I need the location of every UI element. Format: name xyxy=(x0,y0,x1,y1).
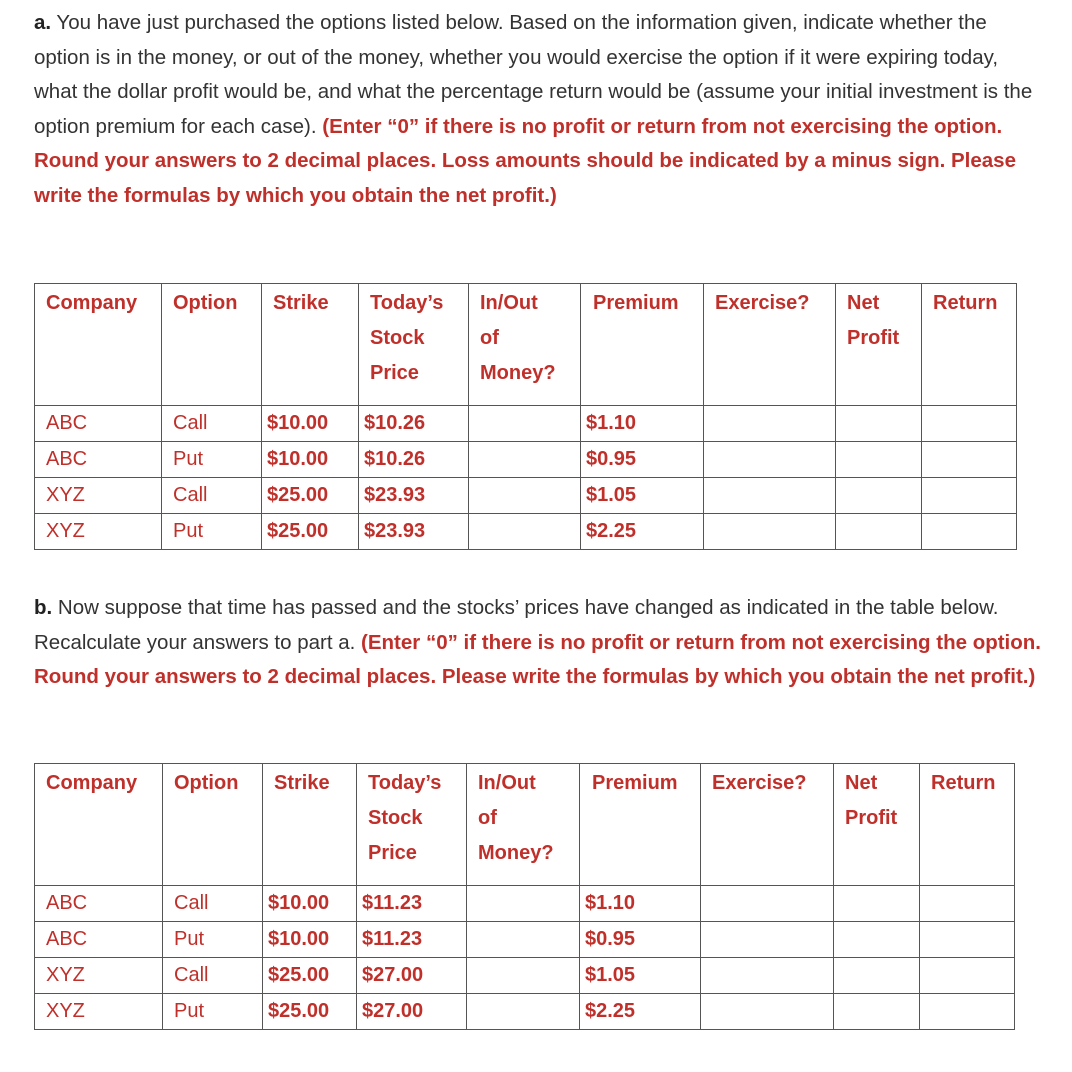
return-input[interactable] xyxy=(922,442,1017,478)
in-out-money-input[interactable] xyxy=(467,886,580,922)
col-company: Company xyxy=(35,284,162,406)
options-table-b xyxy=(34,763,1015,1030)
strike-cell: $25.00 xyxy=(263,994,357,1030)
col-strike: Strike xyxy=(262,284,359,406)
stock-price-cell: $27.00 xyxy=(357,958,467,994)
part-b-label: b. xyxy=(34,596,53,619)
table-row xyxy=(35,922,1015,958)
col-in-out-money: In/Out of Money? xyxy=(467,764,580,886)
col-exercise: Exercise? xyxy=(704,284,836,406)
return-input[interactable] xyxy=(922,406,1017,442)
return-input[interactable] xyxy=(922,514,1017,550)
premium-cell: $1.10 xyxy=(581,406,704,442)
options-table-a xyxy=(34,283,1017,550)
net-profit-input[interactable] xyxy=(836,478,922,514)
premium-cell: $1.10 xyxy=(580,886,701,922)
col-option: Option xyxy=(162,284,262,406)
option-cell: Call xyxy=(163,958,263,994)
part-a-text: You have just purchased the options listed below. Based on the information given, indicate whether the option is in the money, or out of the money, whether you would exercise the option if it were expiring today, what the dollar profit would be, and what the percentage return would be (assume your initial investment is the option premium for each case). xyxy=(34,11,1033,138)
part-a-instructions: (Enter “0” if there is no profit or return from not exercising the option. Round your answers to 2 decimal places. Loss amounts should be indicated by a minus sign. Please write the formulas by which you obtain the net profit.) xyxy=(34,114,1016,207)
col-premium: Premium xyxy=(581,284,704,406)
exercise-input[interactable] xyxy=(704,478,836,514)
return-input[interactable] xyxy=(920,886,1015,922)
col-return: Return xyxy=(922,284,1017,406)
stock-price-cell: $23.93 xyxy=(359,478,469,514)
in-out-money-input[interactable] xyxy=(469,406,581,442)
exercise-input[interactable] xyxy=(701,958,834,994)
stock-price-cell: $10.26 xyxy=(359,406,469,442)
table-row xyxy=(35,442,1017,478)
strike-cell: $25.00 xyxy=(263,958,357,994)
exercise-input[interactable] xyxy=(701,886,834,922)
col-strike: Strike xyxy=(263,764,357,886)
company-cell: XYZ xyxy=(35,514,162,550)
in-out-money-input[interactable] xyxy=(469,478,581,514)
table-row xyxy=(35,514,1017,550)
strike-cell: $10.00 xyxy=(263,922,357,958)
return-input[interactable] xyxy=(920,922,1015,958)
table-row xyxy=(35,958,1015,994)
col-net-profit: Net Profit xyxy=(834,764,920,886)
table-row xyxy=(35,994,1015,1030)
part-a-label: a. xyxy=(34,11,52,34)
part-b-question xyxy=(34,591,1044,695)
col-premium: Premium xyxy=(580,764,701,886)
return-input[interactable] xyxy=(920,958,1015,994)
col-net-profit: Net Profit xyxy=(836,284,922,406)
premium-cell: $1.05 xyxy=(580,958,701,994)
table-row xyxy=(35,886,1015,922)
table-row xyxy=(35,406,1017,442)
company-cell: ABC xyxy=(35,922,163,958)
exercise-input[interactable] xyxy=(704,406,836,442)
stock-price-cell: $27.00 xyxy=(357,994,467,1030)
stock-price-cell: $23.93 xyxy=(359,514,469,550)
strike-cell: $10.00 xyxy=(262,442,359,478)
premium-cell: $2.25 xyxy=(580,994,701,1030)
option-cell: Call xyxy=(162,406,262,442)
premium-cell: $0.95 xyxy=(581,442,704,478)
strike-cell: $10.00 xyxy=(263,886,357,922)
net-profit-input[interactable] xyxy=(836,406,922,442)
net-profit-input[interactable] xyxy=(834,958,920,994)
col-exercise: Exercise? xyxy=(701,764,834,886)
table-row xyxy=(35,478,1017,514)
col-option: Option xyxy=(163,764,263,886)
company-cell: XYZ xyxy=(35,994,163,1030)
company-cell: XYZ xyxy=(35,958,163,994)
in-out-money-input[interactable] xyxy=(467,994,580,1030)
net-profit-input[interactable] xyxy=(836,514,922,550)
premium-cell: $1.05 xyxy=(581,478,704,514)
company-cell: XYZ xyxy=(35,478,162,514)
exercise-input[interactable] xyxy=(704,514,836,550)
return-input[interactable] xyxy=(922,478,1017,514)
company-cell: ABC xyxy=(35,442,162,478)
stock-price-cell: $11.23 xyxy=(357,922,467,958)
option-cell: Call xyxy=(163,886,263,922)
option-cell: Put xyxy=(163,994,263,1030)
col-return: Return xyxy=(920,764,1015,886)
company-cell: ABC xyxy=(35,406,162,442)
stock-price-cell: $10.26 xyxy=(359,442,469,478)
premium-cell: $2.25 xyxy=(581,514,704,550)
col-stock-price: Today’s Stock Price xyxy=(357,764,467,886)
exercise-input[interactable] xyxy=(704,442,836,478)
exercise-input[interactable] xyxy=(701,922,834,958)
strike-cell: $25.00 xyxy=(262,478,359,514)
option-cell: Put xyxy=(163,922,263,958)
stock-price-cell: $11.23 xyxy=(357,886,467,922)
in-out-money-input[interactable] xyxy=(467,922,580,958)
col-stock-price: Today’s Stock Price xyxy=(359,284,469,406)
in-out-money-input[interactable] xyxy=(467,958,580,994)
col-company: Company xyxy=(35,764,163,886)
company-cell: ABC xyxy=(35,886,163,922)
net-profit-input[interactable] xyxy=(834,886,920,922)
return-input[interactable] xyxy=(920,994,1015,1030)
net-profit-input[interactable] xyxy=(836,442,922,478)
premium-cell: $0.95 xyxy=(580,922,701,958)
header-row xyxy=(35,764,1015,886)
in-out-money-input[interactable] xyxy=(469,514,581,550)
part-b-text: Now suppose that time has passed and the stocks’ prices have changed as indicated in the table below. Recalculate your answers to part a. xyxy=(34,596,999,654)
net-profit-input[interactable] xyxy=(834,994,920,1030)
option-cell: Put xyxy=(162,514,262,550)
part-b-instructions: (Enter “0” if there is no profit or return from not exercising the option. Round your answers to 2 decimal places. Please write the formulas by which you obtain the net profit.) xyxy=(34,630,1041,688)
strike-cell: $25.00 xyxy=(262,514,359,550)
net-profit-input[interactable] xyxy=(834,922,920,958)
col-in-out-money: In/Out of Money? xyxy=(469,284,581,406)
option-cell: Put xyxy=(162,442,262,478)
exercise-input[interactable] xyxy=(701,994,834,1030)
option-cell: Call xyxy=(162,478,262,514)
strike-cell: $10.00 xyxy=(262,406,359,442)
part-a-question xyxy=(34,6,1044,213)
header-row xyxy=(35,284,1017,406)
in-out-money-input[interactable] xyxy=(469,442,581,478)
